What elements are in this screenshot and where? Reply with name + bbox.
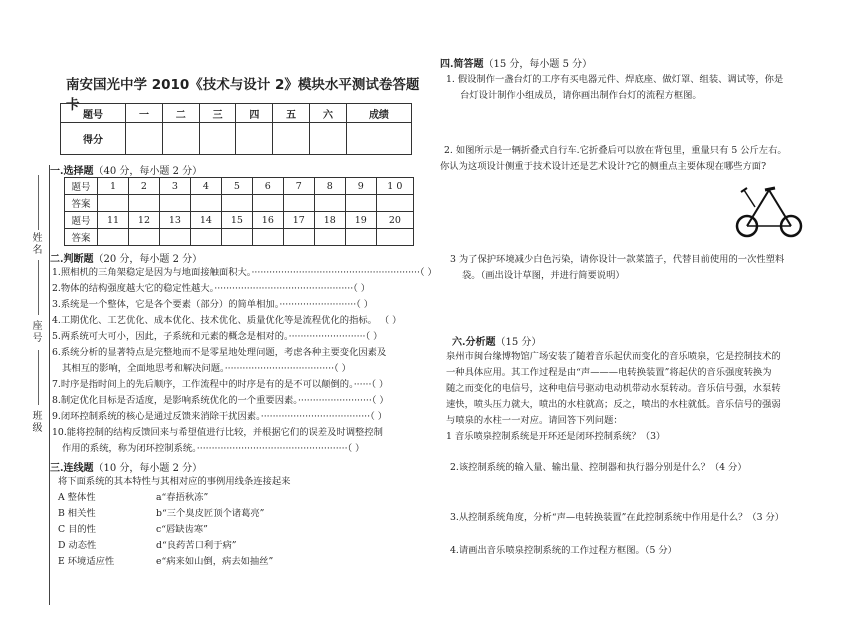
score-cell[interactable] bbox=[236, 123, 273, 155]
seat-label: 座号 bbox=[30, 320, 41, 344]
matching-right-item[interactable]: e“病来如山倒，病去如抽丝” bbox=[156, 556, 274, 567]
answer-cell[interactable] bbox=[345, 195, 376, 212]
answer-cell[interactable] bbox=[314, 195, 345, 212]
score-row-label: 得分 bbox=[61, 123, 126, 155]
score-table bbox=[60, 103, 412, 155]
judgement-item: 10.能将控制的结构反馈回来与希望值进行比较，并根据它们的误差及时调整控制 bbox=[52, 427, 383, 438]
matching-left-item[interactable]: E 环境适应性 bbox=[58, 556, 115, 567]
short-answer-q2 bbox=[440, 143, 815, 175]
choice-answer-label: 答案 bbox=[65, 195, 98, 212]
analysis-passage bbox=[446, 349, 821, 445]
score-cell[interactable] bbox=[273, 123, 310, 155]
matching-instruction: 将下面系统的其本特性与其相对应的事例用线条连接起来 bbox=[58, 476, 291, 487]
answer-cell[interactable] bbox=[283, 229, 314, 246]
choice-number: 14 bbox=[190, 212, 221, 229]
judgement-item: 4.工期优化、工艺优化、成本优化、技术优化、质量优化等是流程优化的指标。 （ ） bbox=[52, 315, 402, 326]
choice-number: 1 0 bbox=[376, 178, 413, 195]
passage-line: 速快，喷头压力就大，喷出的水柱就高；反之，喷出的水柱就低。音乐信号的强弱 bbox=[446, 399, 781, 410]
analysis-question-2: 2.该控制系统的输入量、输出量、控制器和执行器分别是什么？（4 分） bbox=[450, 462, 747, 473]
choice-number: 20 bbox=[376, 212, 413, 229]
score-header-cell: 六 bbox=[310, 104, 347, 123]
short-answer-q3 bbox=[450, 252, 820, 284]
section1-heading: 一.选择题（40 分，每小题 2 分） bbox=[50, 166, 203, 177]
judgement-item: 5.两系统可大可小，因此，子系统和元素的概念是相对的。··························（ ） bbox=[52, 331, 383, 342]
binding-margin-line bbox=[49, 165, 50, 605]
answer-cell[interactable] bbox=[221, 195, 252, 212]
bicycle-seat bbox=[765, 188, 775, 190]
judgement-item: 其相互的影响，全面地思考和解决问题。·····································（ ） bbox=[62, 363, 351, 374]
score-table-header-row bbox=[61, 104, 412, 123]
q3-line: 3 为了保护环境减少白色污染，请你设计一款菜篮子，代替目前使用的一次性塑料 bbox=[450, 254, 785, 265]
bicycle-frame bbox=[769, 190, 791, 226]
matching-right-item[interactable]: a“春捂秋冻” bbox=[156, 492, 209, 503]
choice-number: 19 bbox=[345, 212, 376, 229]
answer-cell[interactable] bbox=[221, 229, 252, 246]
score-header-cell: 五 bbox=[273, 104, 310, 123]
analysis-question-4: 4.请画出音乐喷泉控制系统的工作过程方框图。（5 分） bbox=[450, 545, 677, 556]
seat-underline bbox=[38, 260, 39, 315]
section2-heading: 二.判断题（20 分，每小题 2 分） bbox=[50, 254, 203, 265]
score-header-cell: 一 bbox=[126, 104, 163, 123]
matching-right-column bbox=[156, 490, 356, 570]
choice-number: 9 bbox=[345, 178, 376, 195]
q2-line: 2. 如图所示是一辆折叠式自行车.它折叠后可以放在背包里，重量只有 5 公斤左右。 bbox=[444, 145, 787, 156]
judgement-item: 9.闭环控制系统的核心是通过反馈来消除干扰因素。·····································（ ） bbox=[52, 411, 387, 422]
analysis-question-1: 1 音乐喷泉控制系统是开环还是闭环控制系统？（3） bbox=[446, 431, 666, 442]
matching-left-item[interactable]: C 目的性 bbox=[58, 524, 96, 535]
bicycle-stem bbox=[744, 190, 755, 207]
answer-cell[interactable] bbox=[159, 195, 190, 212]
choice-number: 7 bbox=[283, 178, 314, 195]
answer-cell[interactable] bbox=[376, 229, 413, 246]
matching-left-item[interactable]: A 整体性 bbox=[58, 492, 96, 503]
choice-number: 11 bbox=[98, 212, 129, 229]
judgement-item: 7.时序是指时间上的先后顺序，工作流程中的时序是有的是不可以颠倒的。······（ ） bbox=[52, 379, 389, 390]
choice-number: 12 bbox=[128, 212, 159, 229]
judgement-item: 作用的系统，称为闭环控制系统。···················································（ ） bbox=[62, 443, 365, 454]
passage-line: 随之而变化的电信号，这种电信号驱动电动机带动水泵转动。音乐信号强，水泵转 bbox=[446, 383, 781, 394]
choice-answer-row bbox=[65, 229, 414, 246]
matching-right-item[interactable]: b“三个臭皮匠顶个诸葛亮” bbox=[156, 508, 265, 519]
answer-cell[interactable] bbox=[190, 195, 221, 212]
folding-bicycle-image bbox=[735, 182, 803, 240]
answer-cell[interactable] bbox=[345, 229, 376, 246]
choice-number: 1 bbox=[98, 178, 129, 195]
name-label: 姓名 bbox=[30, 232, 41, 256]
analysis-question-3: 3.从控制系统角度，分析“声—电转换装置”在此控制系统中作用是什么？（3 分） bbox=[450, 512, 785, 523]
judgement-item: 3.系统是一个整体，它是各个要素（部分）的简单相加。··························（ ） bbox=[52, 299, 374, 310]
answer-cell[interactable] bbox=[128, 229, 159, 246]
score-cell[interactable] bbox=[126, 123, 163, 155]
class-underline bbox=[38, 350, 39, 405]
score-cell[interactable] bbox=[162, 123, 199, 155]
score-table-score-row bbox=[61, 123, 412, 155]
q1-line: 台灯设计制作小组成员，请你画出制作台灯的流程方框图。 bbox=[460, 90, 702, 101]
passage-line: 与喷泉的水柱一一对应。请回答下列问题： bbox=[446, 415, 623, 426]
choice-number: 8 bbox=[314, 178, 345, 195]
judgement-item: 8.制定优化目标是否适度，是影响系统优化的一个重要因素。·························（ ） bbox=[52, 395, 389, 406]
score-cell[interactable] bbox=[310, 123, 347, 155]
choice-number: 17 bbox=[283, 212, 314, 229]
answer-cell[interactable] bbox=[314, 229, 345, 246]
q2-line: 你认为这项设计侧重于技术设计还是艺术设计?它的侧重点主要体现在哪些方面? bbox=[440, 161, 767, 172]
answer-cell[interactable] bbox=[252, 195, 283, 212]
answer-cell[interactable] bbox=[252, 229, 283, 246]
passage-line: 泉州市闽台缘博物馆广场安装了随着音乐起伏而变化的音乐喷泉，它是控制技术的 bbox=[446, 351, 781, 362]
choice-number-row bbox=[65, 178, 414, 195]
choice-number: 18 bbox=[314, 212, 345, 229]
answer-cell[interactable] bbox=[376, 195, 413, 212]
matching-left-column bbox=[58, 490, 168, 570]
section6-heading: 六.分析题（15 分） bbox=[452, 337, 542, 348]
answer-cell[interactable] bbox=[159, 229, 190, 246]
score-header-cell: 成绩 bbox=[346, 104, 411, 123]
passage-line: 一种具体应用。其工作过程是由“声———电转换装置”将起伏的音乐强度转换为 bbox=[446, 367, 772, 378]
choice-number: 2 bbox=[128, 178, 159, 195]
section3-heading: 三.连线题（10 分，每小题 2 分） bbox=[50, 463, 203, 474]
matching-right-item[interactable]: c“唇缺齿寒” bbox=[156, 524, 208, 535]
choice-answer-table bbox=[64, 177, 414, 246]
score-cell[interactable] bbox=[199, 123, 236, 155]
answer-cell[interactable] bbox=[283, 195, 314, 212]
choice-number: 13 bbox=[159, 212, 190, 229]
matching-left-item[interactable]: D 动态性 bbox=[58, 540, 97, 551]
page-title: 南安国光中学 2010《技术与设计 2》模块水平测试卷答题卡 bbox=[66, 77, 420, 113]
choice-number: 6 bbox=[252, 178, 283, 195]
choice-row-label: 题号 bbox=[65, 178, 98, 195]
section4-heading: 四.简答题（15 分，每小题 5 分） bbox=[440, 59, 593, 70]
answer-cell[interactable] bbox=[128, 195, 159, 212]
answer-cell[interactable] bbox=[98, 195, 129, 212]
short-answer-q1 bbox=[446, 72, 816, 104]
judgement-item: 1.照相机的三角架稳定是因为与地面接触面积大。·························································（ ） bbox=[52, 267, 437, 278]
choice-number: 16 bbox=[252, 212, 283, 229]
score-header-cell: 题号 bbox=[61, 104, 126, 123]
score-cell[interactable] bbox=[346, 123, 411, 155]
choice-number: 3 bbox=[159, 178, 190, 195]
judgement-list bbox=[52, 265, 437, 457]
score-header-cell: 二 bbox=[162, 104, 199, 123]
q3-line: 袋。（画出设计草图，并进行简要说明） bbox=[462, 270, 625, 281]
score-header-cell: 三 bbox=[199, 104, 236, 123]
matching-left-item[interactable]: B 相关性 bbox=[58, 508, 96, 519]
judgement-item: 2.物体的结构强度越大它的稳定性越大。···············································（ ） bbox=[52, 283, 371, 294]
judgement-item: 6.系统分析的显著特点是完整地而不是零星地处理问题，考虑各种主要变化因素及 bbox=[52, 347, 387, 358]
choice-answer-label: 答案 bbox=[65, 229, 98, 246]
choice-number: 15 bbox=[221, 212, 252, 229]
q1-line: 1. 假设制作一盏台灯的工序有买电器元件、焊底座、做灯罩、组装、调试等，你是 bbox=[446, 74, 784, 85]
answer-cell[interactable] bbox=[98, 229, 129, 246]
choice-number: 4 bbox=[190, 178, 221, 195]
score-header-cell: 四 bbox=[236, 104, 273, 123]
choice-row-label: 题号 bbox=[65, 212, 98, 229]
bicycle-frame bbox=[747, 190, 769, 226]
choice-number-row bbox=[65, 212, 414, 229]
matching-right-item[interactable]: d“良药苦口利于病” bbox=[156, 540, 237, 551]
choice-answer-row bbox=[65, 195, 414, 212]
class-label: 班级 bbox=[30, 410, 41, 434]
answer-cell[interactable] bbox=[190, 229, 221, 246]
name-underline bbox=[38, 175, 39, 230]
choice-number: 5 bbox=[221, 178, 252, 195]
